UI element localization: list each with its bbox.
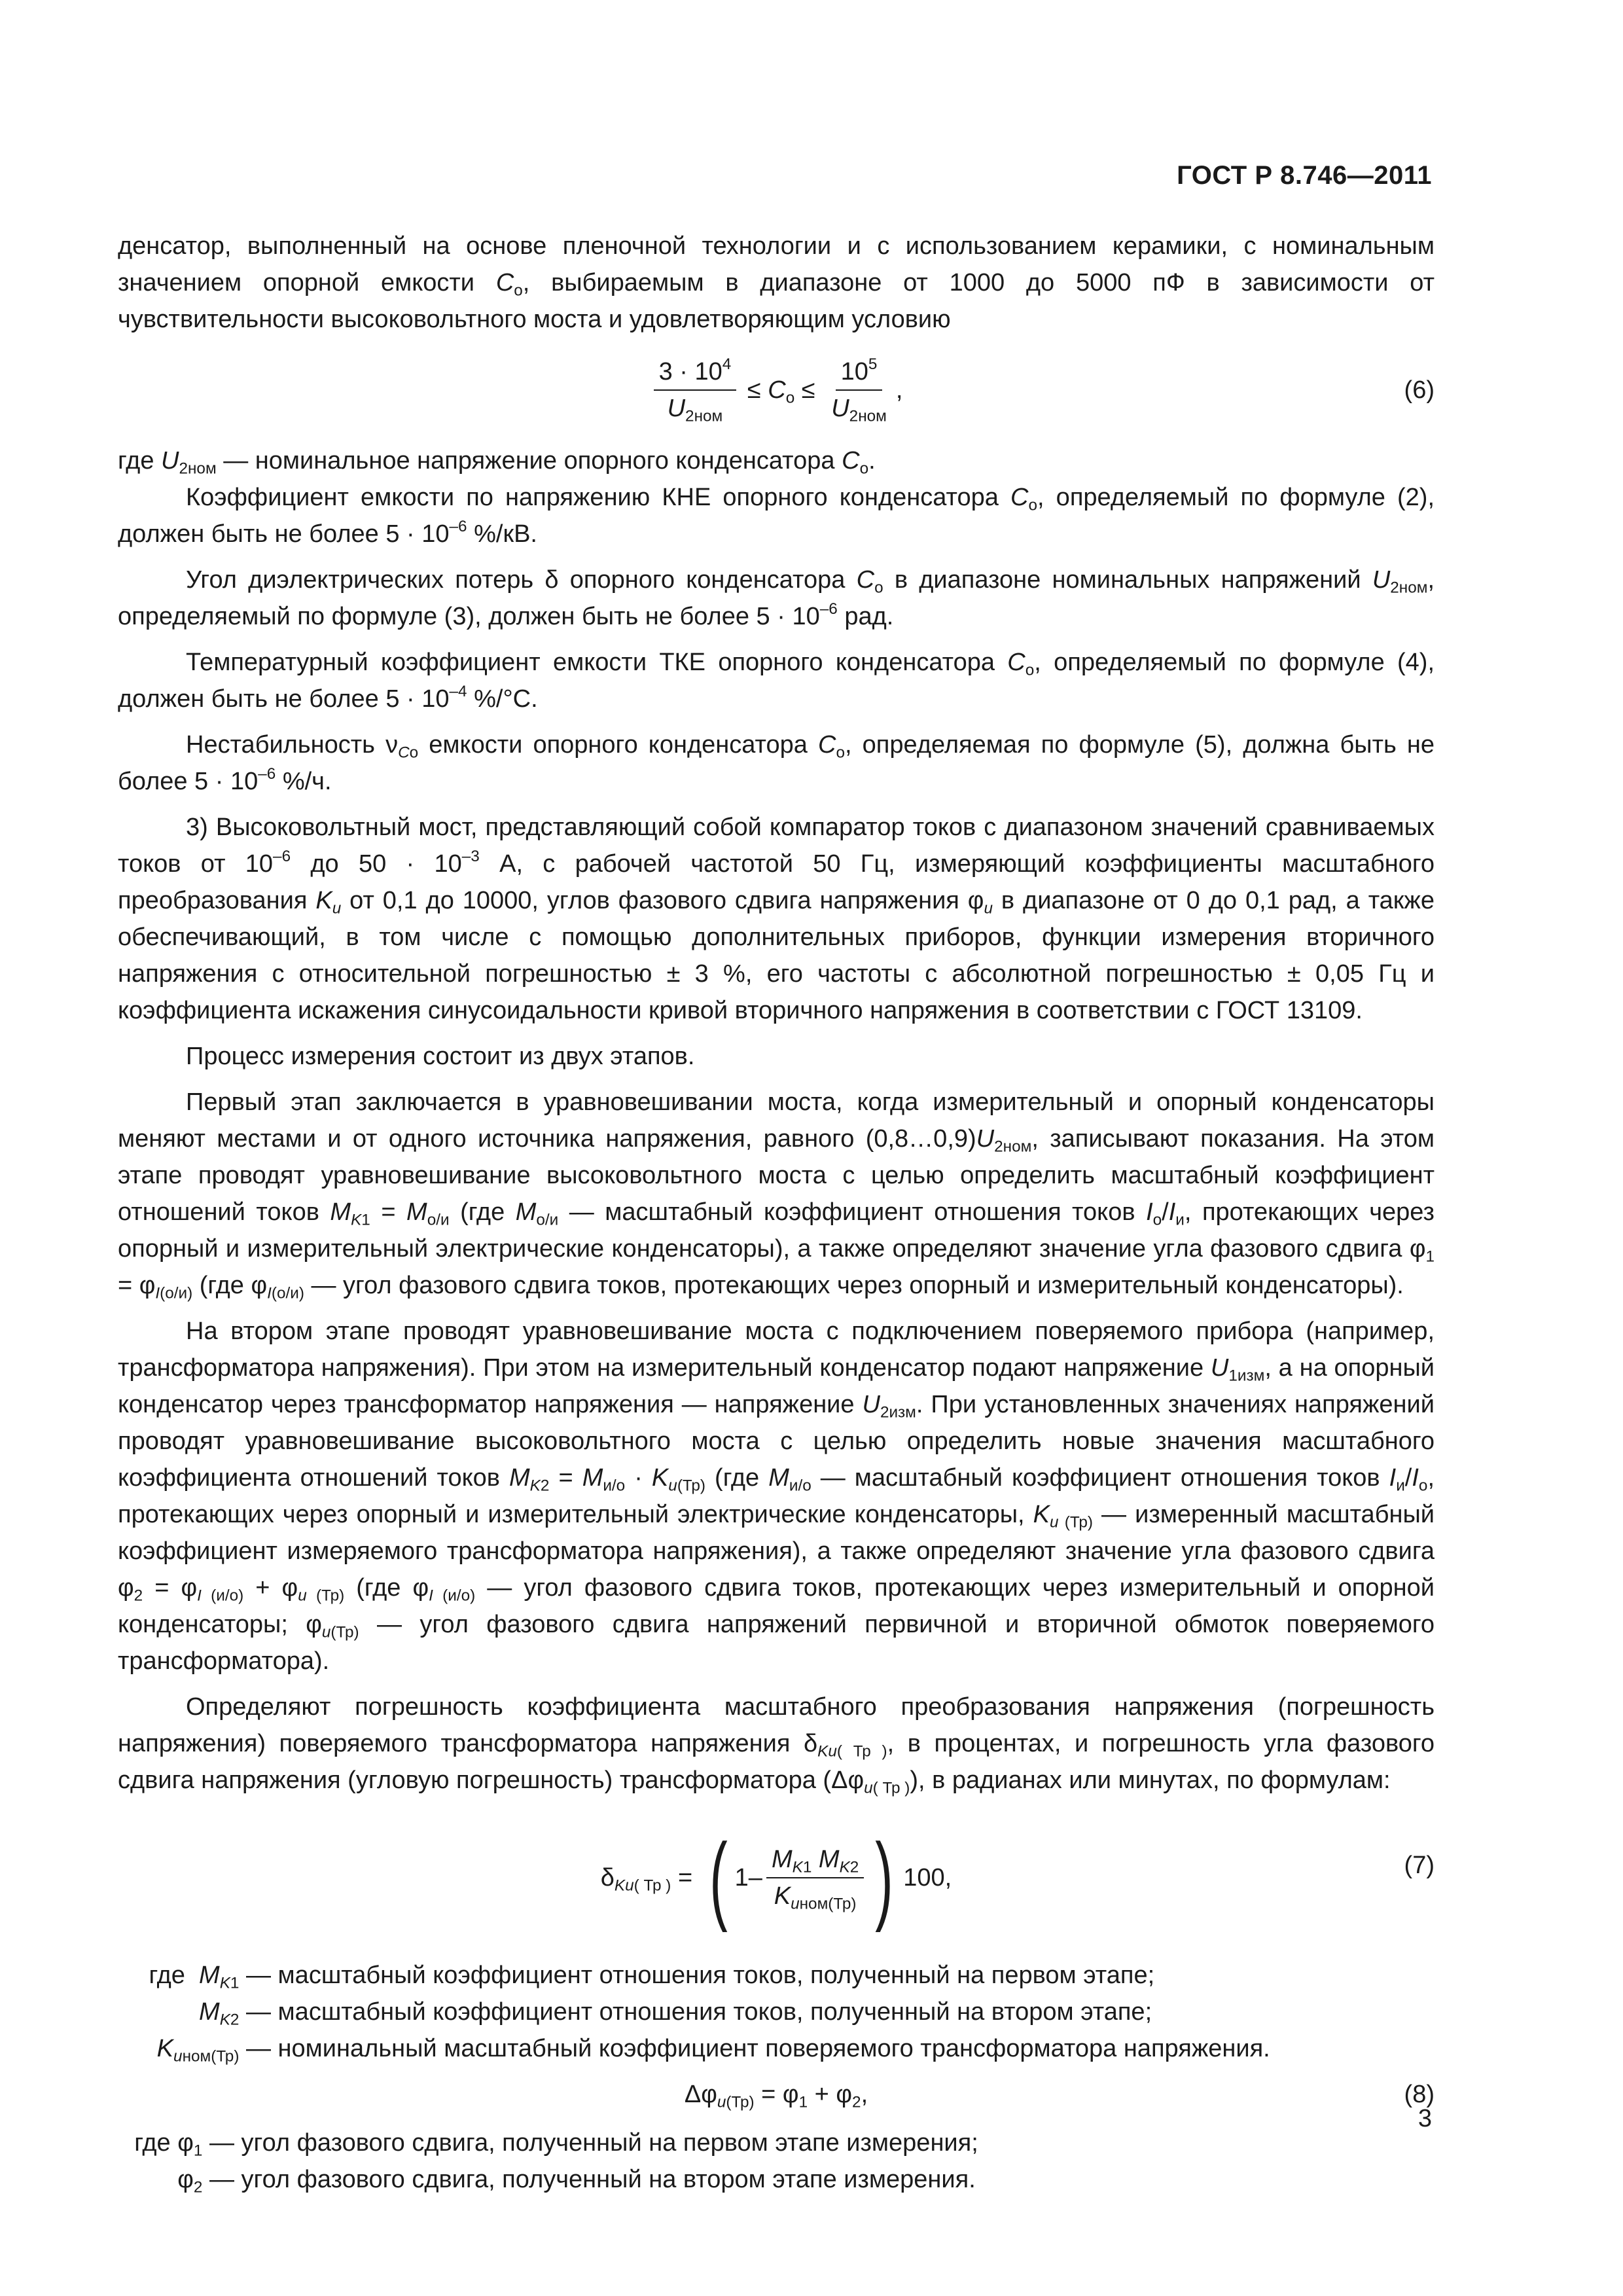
paragraph-loss-angle: Угол диэлектрических потерь δ опорного конденсатора $C_o$ в диапазоне номинальных напряжений $U_{2ном}$, определяемый по формуле (3), должен быть не более $5 \cdot 10^{-6}$ рад. — [118, 566, 1435, 630]
page-number: 3 — [1418, 2105, 1432, 2132]
paragraph-item-3-bridge: 3) Высоковольтный мост, представляющий собой компаратор токов с диапазоном значений сравниваемых токов от $10^{-6}$ до $50 \cdot 10^{-3}$ А, с рабочей частотой 50 Гц, измеряющий коэффициенты масштабного преобразования $K_u$ от 0,1 до 10000, углов фазового сдвига напряжения $\varphi_u$ в диапазоне от 0 до 0,1 рад, а также обеспечивающий, в том числе с помощью дополнительных приборов, функции измерения вторичного напряжения с относительной погрешностью ± 3 %, его частоты с абсолютной погрешностью ± 0,05 Гц и коэффициента искажения синусоидальности кривой вторичного напряжения в соответствии с ГОСТ 13109. — [118, 814, 1435, 1024]
equation-8-number: (8) — [1404, 2081, 1435, 2108]
equation-7-number: (7) — [1404, 1852, 1435, 1879]
definition-mk1: где $M_{K1}$ — масштабный коэффициент отношения токов, полученный на первом этапе; — [149, 1962, 1155, 1992]
paragraph-error-definition: Определяют погрешность коэффициента масштабного преобразования напряжения (погрешность напряжения) поверяемого трансформатора напряжения $\delta_{Ku( Тр )}$, в процентах, и погрешность угла фазового сдвига напряжения (угловую погрешность) трансформатора $(\Delta\varphi_{u( Тр )})$, в радианах или минутах, по формулам: — [118, 1693, 1435, 1797]
equation-8: $\Delta\varphi_{u(Тр)} = \varphi_1 + \varphi_2$, (8) — [118, 2070, 1435, 2119]
definitions-eq7 — [118, 1957, 1435, 2067]
paragraph-intro: денсатор, выполненный на основе пленочной технологии и с использованием керамики, с номинальным значением опорной емкости $C_o$, выбираемым в диапазоне от 1000 до 5000 пФ в зависимости от чувствительности высоковольтного моста и удовлетворяющим условию — [118, 232, 1435, 333]
equation-6: $\frac{3 \cdot 10^4}{U_{2ном}}$ ≤ $C_o$ ≤ $\frac{10^5}{U_{2ном}}$ , (6) — [118, 346, 1435, 435]
paragraph-instability: Нестабильность $\nu_{Co}$ емкости опорного конденсатора $C_o$, определяемая по формуле (5), должна быть не более $5 \cdot 10^{-6}$ %/ч. — [118, 731, 1435, 795]
equation-7: $\delta_{Ku( Тр )}$ = ( 1– $\frac{M_{K1} M_{K2}}{K_{uном(Тр)}}$ ) 100, (7) — [600, 1823, 1435, 1933]
document-standard-header: ГОСТ Р 8.746—2011 — [1177, 161, 1432, 190]
paragraph-kne: Коэффициент емкости по напряжению КНЕ опорного конденсатора $C_o$, определяемый по формуле (2), должен быть не более $5 \cdot 10^{-6}$ %/кВ. — [118, 484, 1435, 548]
definition-phi1: где $\varphi_1$ — угол фазового сдвига, полученный на первом этапе измерения; — [134, 2129, 978, 2160]
paragraph-stage-2: На втором этапе проводят уравновешивание моста с подключением поверяемого прибора (например, трансформатора напряжения). При этом на измерительный конденсатор подают напряжение $U_{1изм}$, а на опорный конденсатор через трансформатор напряжения — напряжение $U_{2изм}$. При установленных значениях напряжений проводят уравновешивание высоковольтного моста с целью определить новые значения масштабного коэффициента отношений токов $M_{K2} = M_{и/о} \cdot K_{u(Тр)}$ (где $M_{и/о}$ — масштабный коэффициент отношения токов $I_и/I_о$, протекающих через опорный и измерительный электрические конденсаторы, $K_{u (Тр)}$ — измеренный масштабный коэффициент измеряемого трансформатора напряжения), а также определяют значение угла фазового сдвига $\varphi_2 = \varphi_{I (и/о)} + \varphi_{u (Тр)}$ (где $\varphi_{I (и/о)}$ — угол фазового сдвига токов, протекающих через измерительный и опорной конденсаторы; $\varphi_{u(Тр)}$ — угол фазового сдвига напряжений первичной и вторичной обмоток поверяемого трансформатора). — [118, 1318, 1435, 1675]
definition-phi2: $\varphi_2$ — угол фазового сдвига, полученный на втором этапе измерения. — [177, 2166, 976, 2197]
paragraph-tke: Температурный коэффициент емкости ТКЕ опорного конденсатора $C_o$, определяемый по формуле (4), должен быть не более $5 \cdot 10^{-4}$ %/°С. — [118, 649, 1435, 713]
definition-mk2: $M_{K2}$ — масштабный коэффициент отношения токов, полученный на втором этапе; — [199, 1998, 1152, 2029]
document-body — [118, 228, 1435, 2198]
equation-6-number: (6) — [1404, 376, 1435, 404]
definition-k-nominal: $K_{uном(Тр)}$ — номинальный масштабный коэффициент поверяемого трансформатора напряжения. — [156, 2035, 1270, 2066]
paragraph-stage-1: Первый этап заключается в уравновешивании моста, когда измерительный и опорный конденсаторы меняют местами и от одного источника напряжения, равного $(0,8\dots 0,9)U_{2ном}$, записывают показания. На этом этапе проводят уравновешивание высоковольтного моста с целью определить масштабный коэффициент отношений токов $M_{K1} = M_{о/и}$ (где $M_{о/и}$ — масштабный коэффициент отношения токов $I_о/I_и$, протекающих через опорный и измерительный электрические конденсаторы), а также определяют значение угла фазового сдвига $\varphi_1 = \varphi_{I(о/и)}$ (где $\varphi_{I(о/и)}$ — угол фазового сдвига токов, протекающих через опорный и измерительный конденсаторы). — [118, 1088, 1435, 1302]
definitions-eq8 — [118, 2125, 1435, 2198]
paragraph-where-u2nom: где $U_{2ном}$ — номинальное напряжение опорного конденсатора $C_o$. — [118, 447, 876, 478]
paragraph-process: Процесс измерения состоит из двух этапов. — [186, 1043, 695, 1070]
